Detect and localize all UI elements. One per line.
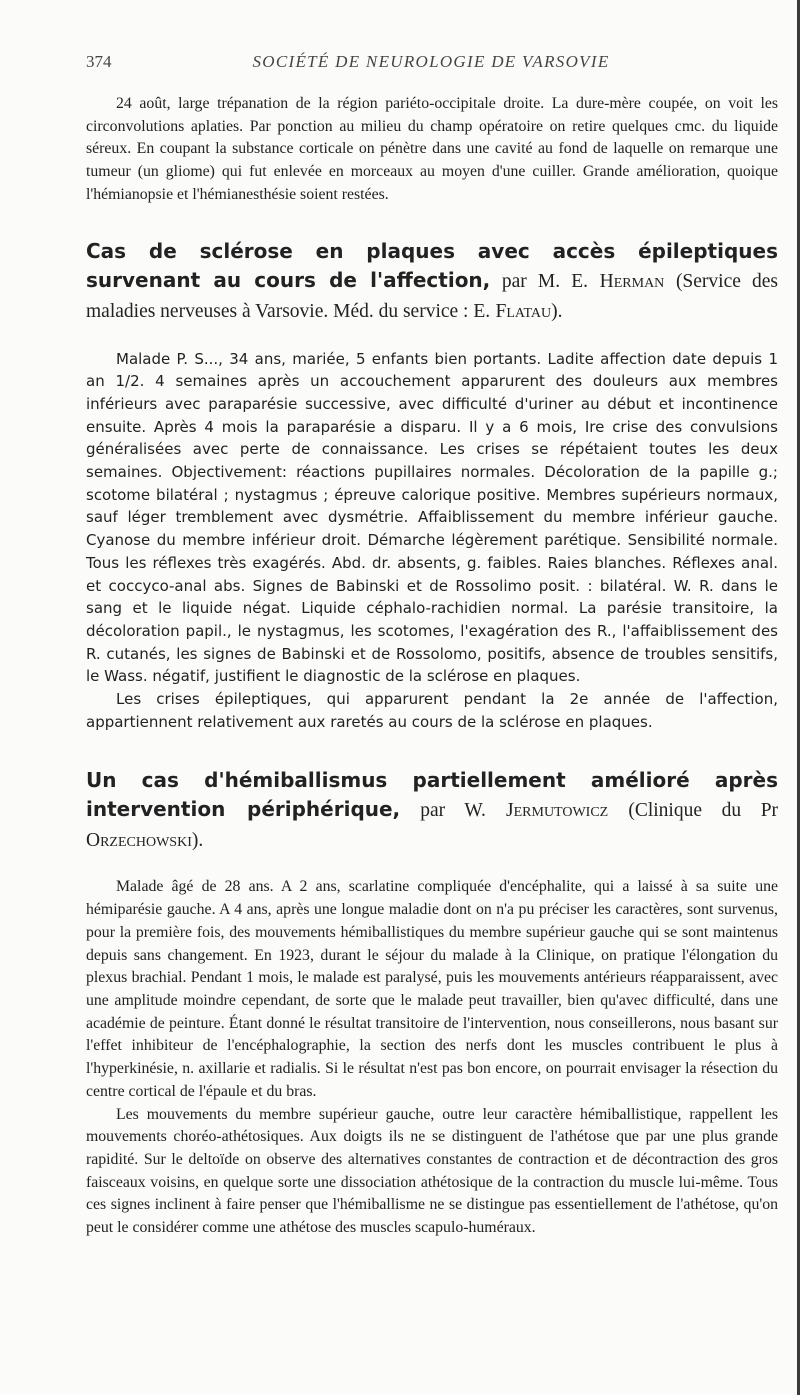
article2-author: Jermutowicz xyxy=(506,800,609,822)
intro-paragraph: 24 août, large trépanation de la région pariéto-occipitale droite. La dure-mère coupée, on voit les circonvolutions aplaties. Par ponction au milieu du champ opératoire on retire quelques cmc. du liquide séreux. En coupant la substance corticale on pénètre dans une cavité au fond de laquelle on remarque une tumeur (un gliome) qui fut enlevée en morceaux au moyen d'une cuiller. Grande amélioration, quoique l'hémianopsie et l'hémianesthésie soient restées. xyxy=(86,95,778,203)
page-number: 374 xyxy=(86,52,112,71)
spacer xyxy=(86,733,778,766)
article2-heading xyxy=(86,766,778,855)
article2-affiliation-end: ). xyxy=(191,830,204,852)
article1-title: Cas de sclérose en plaques avec accès épileptiques survenant au cours de l'affection, xyxy=(86,238,778,292)
article1-affiliation-end: ). xyxy=(551,300,563,322)
spacer xyxy=(86,855,778,876)
article1-by: par M. E. xyxy=(501,270,589,292)
spacer xyxy=(86,326,778,348)
article1-paragraph-1: Malade P. S..., 34 ans, mariée, 5 enfants bien portants. Ladite affection date depuis 1 an 1/2. 4 semaines après un accouchement apparurent des douleurs aux membres inférieurs avec paraparésie successive, avec difficulté d'uriner au début et incontinence ensuite. Après 4 mois la paraparésie a disparu. Il y a 6 mois, Ire crise des convulsions généralisées avec perte de connaissance. Les crises se répétaient toutes les deux semaines. Objectivement: réactions pupillaires normales. Décoloration de la papille g.; scotome bilatéral ; nystagmus ; épreuve calorique positive. Membres supérieurs normaux, sauf léger tremblement avec dysmétrie. Affaiblissement du membre inférieur gauche. Cyanose du membre inférieur droit. Démarche légèrement parétique. Sensibilité normale. Tous les réflexes très exagérés. Abd. dr. absents, g. faibles. Raies blanches. Réflexes anal. et coccyco-anal abs. Signes de Babinski et de Rossolimo posit. : bilatéral. W. R. dans le sang et le liquide négat. Liquide céphalo-rachidien normal. La parésie transitoire, la décoloration papil., le nystagmus, les scotomes, l'exagération des R., l'affaiblissement des R. cutanés, les signes de Babinski et de Rossolomo, positifs, absence de troubles sensitifs, le Wass. négatif, justifient le diagnostic de la sclérose en plaques. xyxy=(86,349,778,686)
article1-paragraph-2: Les crises épileptiques, qui apparurent pendant la 2e année de l'affection, appartiennent relativement aux raretés au cours de la sclérose en plaques. xyxy=(86,690,778,731)
spacer xyxy=(86,207,778,237)
article2-chief: Orzechowski xyxy=(86,830,192,852)
article1-affiliation: (Service des maladies nerveuses à Varsovie. Méd. du service : E. xyxy=(86,270,779,322)
article1-chief: Flatau xyxy=(495,300,552,322)
page-content xyxy=(86,93,778,1240)
article1-author: Herman xyxy=(599,270,665,292)
article2-affiliation: (Clinique du Pr xyxy=(628,800,779,822)
article2-paragraph-2: Les mouvements du membre supérieur gauche, outre leur caractère hémiballistique, rappellent les mouvements choréo-athétosiques. Aux doigts ils ne se distinguent de l'athétose que par une plus grande rapidité. Sur le deltoïde on observe des alternatives constantes de contraction et de décontraction des gros faisceaux voisins, en quelque sorte une dissociation athétosique de la contraction du muscle lui-même. Tous ces signes inclinent à faire penser que l'hémiballisme ne se distingue pas essentiellement de l'athétose, qu'on peut le considérer comme une athétose des muscles scapulo-huméraux. xyxy=(86,1105,778,1237)
article2-title: Un cas d'hémiballismus partiellement amélioré après intervention périphérique, xyxy=(86,768,778,822)
article1-heading xyxy=(86,237,778,326)
article2-paragraph-1: Malade âgé de 28 ans. A 2 ans, scarlatine compliquée d'encéphalite, qui a laissé à sa suite une hémiparésie gauche. A 4 ans, après une longue maladie dont on n'a pu préciser les caractères, sont survenus, pour la première fois, des mouvements hémiballistiques du membre supérieur gauche qui se sont maintenus depuis sans changement. En 1923, durant le séjour du malade à la Clinique, on pratique l'élongation du plexus brachial. Pendant 1 mois, le malade est paralysé, puis les mouvements antérieurs réapparaissent, avec une amplitude moindre cependant, de sorte que le malade peut travailler, bien qu'avec difficulté, dans une académie de peinture. Étant donné le résultat transitoire de l'intervention, nous conseillerons, nous basant sur l'effet inhibiteur de l'encéphalographie, la section des nerfs dont les muscles contribuent le plus à l'hyperkinésie, n. axillarie et radialis. Si le résultat n'est pas bon encore, on pourrait envisager la résection du centre cortical de l'épaule et du bras. xyxy=(86,878,778,1100)
article2-by: par W. xyxy=(420,800,486,822)
running-title: SOCIÉTÉ DE NEUROLOGIE DE VARSOVIE xyxy=(252,52,610,71)
page-header xyxy=(86,52,776,76)
